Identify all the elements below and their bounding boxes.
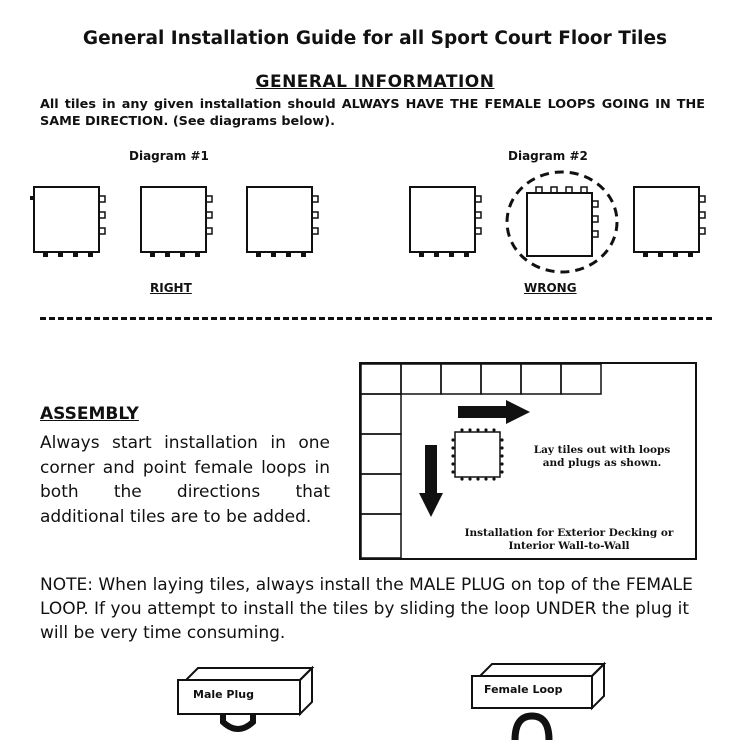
box-exterior-text [444, 527, 694, 553]
box-lay-text-line-2: and plugs as shown. [542, 457, 662, 469]
diagram-2-tile-1 [410, 187, 481, 257]
general-information-heading: GENERAL INFORMATION [255, 72, 495, 92]
right-label: RIGHT [150, 281, 192, 295]
wrong-label: WRONG [524, 281, 577, 295]
female-loop-label: Female Loop [484, 683, 563, 696]
diagram-1-label: Diagram #1 [129, 149, 209, 163]
general-information-body: All tiles in any given installation should ALWAYS HAVE THE FEMALE LOOPS GOING IN THE SAME DIRECTION. (See diagrams below). [40, 97, 705, 129]
diagram-1-tile-3 [247, 187, 318, 257]
dashed-divider [40, 317, 712, 320]
box-exterior-text-line-2: Interior Wall-to-Wall [508, 540, 630, 552]
male-plug-label: Male Plug [193, 688, 254, 701]
page-title: General Installation Guide for all Sport Court Floor Tiles [82, 28, 668, 49]
note-text: NOTE: When laying tiles, always install the MALE PLUG on top of the FEMALE LOOP. If you attempt to install the tiles by sliding the loop UNDER the plug it will be very time consuming. [40, 575, 693, 643]
diagram-1-tile-2 [141, 187, 212, 257]
box-lay-text-line-1: Lay tiles out with loops [533, 444, 671, 456]
tile-diagrams [0, 0, 750, 320]
diagram-2-tile-3 [634, 187, 705, 257]
female-loop-diagram [472, 664, 604, 740]
assembly-heading: ASSEMBLY [40, 404, 139, 424]
diagram-2-label: Diagram #2 [508, 149, 588, 163]
box-lay-text [512, 444, 692, 470]
diagram-2-tile-2-wrong [507, 172, 617, 272]
box-exterior-text-line-1: Installation for Exterior Decking or [464, 527, 674, 539]
diagram-1-tile-1 [30, 187, 105, 257]
assembly-body: Always start installation in one corner and point female loops in both the directions that additional tiles are to be added. [40, 433, 330, 527]
